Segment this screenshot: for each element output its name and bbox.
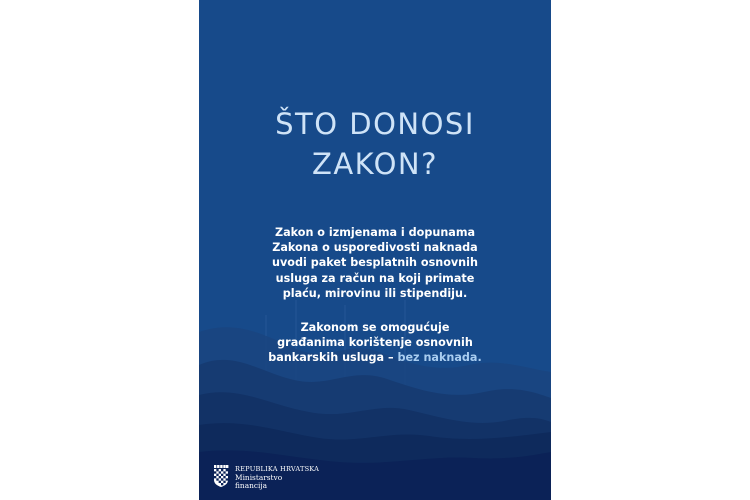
benefit-line-2: građanima korištenje osnovnih: [277, 336, 473, 350]
logo-line-1: REPUBLIKA HRVATSKA: [235, 465, 320, 473]
benefit-line-1: Zakonom se omogućuje: [300, 321, 450, 334]
no-fees-highlight: bez naknada.: [397, 351, 482, 365]
intro-paragraph: [199, 225, 551, 301]
logo-line-2: Ministarstvo: [235, 472, 283, 482]
intro-line-5: plaću, mirovinu ili stipendiju.: [282, 286, 468, 300]
intro-line-4: usluga za račun na koji primate: [275, 271, 475, 285]
intro-line-3: uvodi paket besplatnih osnovnih: [272, 256, 478, 270]
ministry-logo: [213, 462, 353, 492]
logo-line-3: financija: [235, 481, 268, 490]
benefit-line-3-prefix: bankarskih usluga –: [268, 351, 398, 365]
headline-line-1: ŠTO DONOSI: [275, 107, 475, 141]
headline-line-2: ZAKON?: [311, 147, 439, 181]
benefit-paragraph: [199, 320, 551, 366]
croatian-coat-of-arms-icon: [213, 465, 229, 487]
benefit-line-3: [199, 350, 551, 365]
headline: [199, 104, 551, 184]
intro-line-2: Zakona o usporedivosti naknada: [272, 241, 478, 255]
poster: [199, 0, 551, 500]
intro-line-1: Zakon o izmjenama i dopunama: [274, 226, 476, 239]
ministry-name: [235, 465, 319, 491]
